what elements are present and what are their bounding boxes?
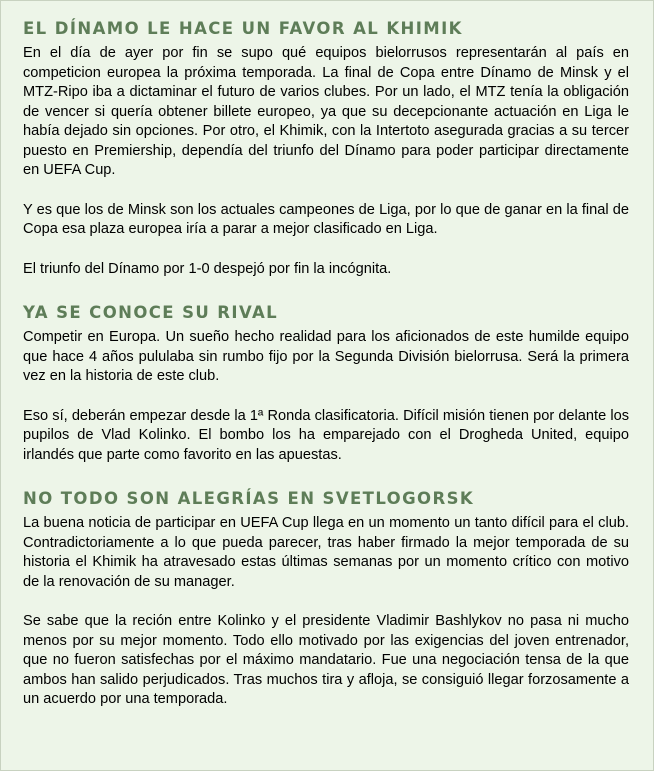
section-svetlogorsk <box>23 489 629 710</box>
paragraph: Se sabe que la reción entre Kolinko y el presidente Vladimir Bashlykov no pasa ni mucho menos por su mejor momento. Todo ello motivado por las exigencias del joven entrenador, que no fueron satisfechas por el máximo mandatario. Fue una negociación tensa de la que ambos han salido perjudicados. Tras muchos tira y afloja, se consiguió llegar forzosamente a un acuerdo por una temporada. <box>23 613 629 707</box>
paragraph: La buena noticia de participar en UEFA Cup llega en un momento un tanto difícil para el club. Contradictoriamente a lo que pueda parecer, tras haber firmado la mejor temporada de su historia el Khimik ha atravesado estas últimas semanas por un momento crítico con motivo de la renovación de su manager. <box>23 515 629 590</box>
paragraph: Y es que los de Minsk son los actuales campeones de Liga, por lo que de ganar en la final de Copa esa plaza europea iría a parar a mejor clasificado en Liga. <box>23 201 629 237</box>
paragraph: El triunfo del Dínamo por 1-0 despejó por fin la incógnita. <box>23 260 392 277</box>
paragraph: Eso sí, deberán empezar desde la 1ª Ronda clasificatoria. Difícil misión tienen por delante los pupilos de Vlad Kolinko. El bombo los ha emparejado con el Drogheda United, equipo irlandés que parte como favorito en las apuestas. <box>23 407 629 463</box>
section-dinamo-favor <box>23 19 629 279</box>
section-rival <box>23 303 629 465</box>
section-heading: EL DÍNAMO LE HACE UN FAVOR AL KHIMIK <box>23 19 463 38</box>
paragraph: En el día de ayer por fin se supo qué equipos bielorrusos representarán al país en competicion europea la próxima temporada. La final de Copa entre Dínamo de Minsk y el MTZ-Ripo iba a dictaminar el futuro de varios clubes. Por un lado, el MTZ tenía la obligación de vencer si quería obtener billete europeo, ya que su decepcionante actuación en Liga le había dejado sin opciones. Por otro, el Khimik, con la Intertoto asegurada gracias a su tercer puesto en Premiership, dependía del triunfo del Dínamo para poder participar directamente en UEFA Cup. <box>23 45 629 178</box>
paragraph: Competir en Europa. Un sueño hecho realidad para los aficionados de este humilde equipo que hace 4 años pululaba sin rumbo fijo por la Segunda División bielorrusa. Será la primera vez en la historia de este club. <box>23 329 629 384</box>
section-heading: YA SE CONOCE SU RIVAL <box>23 303 279 322</box>
section-heading: NO TODO SON ALEGRÍAS EN SVETLOGORSK <box>23 489 475 508</box>
